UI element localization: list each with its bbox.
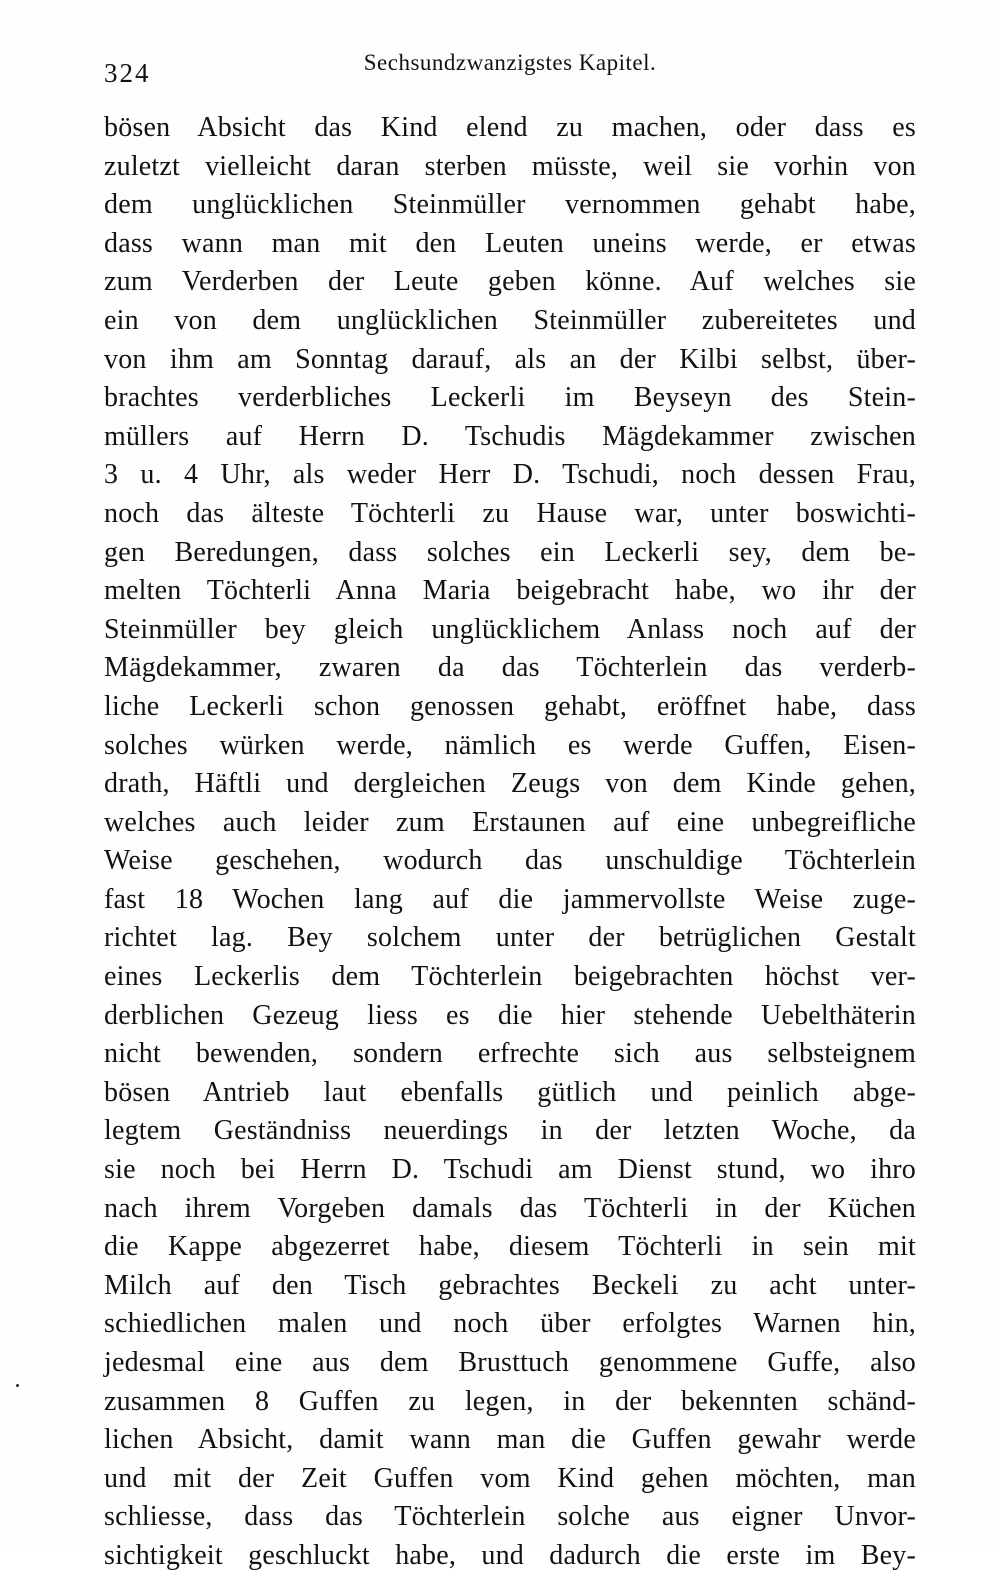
text-line: fast 18 Wochen lang auf die jammervollste Weise zuge- bbox=[104, 883, 916, 915]
text-line: bösen Antrieb laut ebenfalls gütlich und peinlich abge- bbox=[104, 1076, 916, 1108]
text-line: eines Leckerlis dem Töchterlein beigebrachten höchst ver- bbox=[104, 961, 916, 993]
text-line: richtet lag. Bey solchem unter der betrüglichen Gestalt bbox=[104, 922, 916, 954]
text-line: sie noch bei Herrn D. Tschudi am Dienst stund, wo ihro bbox=[104, 1154, 916, 1186]
text-line: dass wann man mit den Leuten uneins werde, er etwas bbox=[104, 227, 916, 259]
text-line: Mägdekammer, zwaren da das Töchterlein das verderb- bbox=[104, 652, 916, 684]
text-line: nach ihrem Vorgeben damals das Töchterli in der Küchen bbox=[104, 1192, 916, 1224]
text-line: gen Beredungen, dass solches ein Leckerli sey, dem be- bbox=[104, 536, 916, 568]
text-line: die Kappe abgezerret habe, diesem Töchterli in sein mit bbox=[104, 1231, 916, 1263]
text-line: melten Töchterli Anna Maria beigebracht habe, wo ihr der bbox=[104, 575, 916, 607]
text-line: Milch auf den Tisch gebrachtes Beckeli zu acht unter- bbox=[104, 1269, 916, 1301]
text-line: schiedlichen malen und noch über erfolgtes Warnen hin, bbox=[104, 1308, 916, 1340]
text-line: legtem Geständniss neuerdings in der letzten Woche, da bbox=[104, 1115, 916, 1147]
text-line: Weise geschehen, wodurch das unschuldige Töchterlein bbox=[104, 845, 916, 877]
text-line: dem unglücklichen Steinmüller vernommen gehabt habe, bbox=[104, 189, 916, 221]
text-line: schliesse, dass das Töchterlein solche aus eigner Unvor- bbox=[104, 1501, 916, 1533]
text-line: nicht bewenden, sondern erfrechte sich aus selbsteignem bbox=[104, 1038, 916, 1070]
text-line: noch das älteste Töchterli zu Hause war, unter boswichti- bbox=[104, 497, 916, 529]
text-line: Steinmüller bey gleich unglücklichem Anlass noch auf der bbox=[104, 613, 916, 645]
chapter-title: Sechsundzwanzigstes Kapitel. bbox=[363, 50, 657, 75]
body-text bbox=[104, 109, 916, 1576]
text-line: ein von dem unglücklichen Steinmüller zubereitetes und bbox=[104, 304, 916, 336]
text-line: derblichen Gezeug liess es die hier stehende Uebelthäterin bbox=[104, 999, 916, 1031]
text-line: von ihm am Sonntag darauf, als an der Kilbi selbst, über- bbox=[104, 343, 916, 375]
text-line: welches auch leider zum Erstaunen auf eine unbegreifliche bbox=[104, 806, 916, 838]
ink-speck bbox=[16, 1384, 19, 1387]
text-line: lichen Absicht, damit wann man die Guffen gewahr werde bbox=[104, 1424, 916, 1456]
text-line: solches würken werde, nämlich es werde Guffen, Eisen- bbox=[104, 729, 916, 761]
text-line: jedesmal eine aus dem Brusttuch genommene Guffe, also bbox=[104, 1347, 916, 1378]
text-line: drath, Häftli und dergleichen Zeugs von dem Kinde gehen, bbox=[104, 768, 916, 800]
page-number: 324 bbox=[104, 58, 151, 88]
text-line: bösen Absicht das Kind elend zu machen, oder dass es bbox=[104, 112, 916, 143]
text-line: liche Leckerli schon genossen gehabt, eröffnet habe, dass bbox=[104, 690, 916, 722]
text-line: zusammen 8 Guffen zu legen, in der bekennten schänd- bbox=[104, 1385, 916, 1417]
text-line: und mit der Zeit Guffen vom Kind gehen möchten, man bbox=[104, 1462, 916, 1494]
text-line: zuletzt vielleicht daran sterben müsste, weil sie vorhin von bbox=[104, 150, 916, 182]
text-line: 3 u. 4 Uhr, als weder Herr D. Tschudi, noch dessen Frau, bbox=[104, 459, 916, 491]
text-line: müllers auf Herrn D. Tschudis Mägdekammer zwischen bbox=[104, 420, 916, 452]
text-line: sichtigkeit geschluckt habe, und dadurch die erste im Bey- bbox=[104, 1539, 916, 1571]
text-line: brachtes verderbliches Leckerli im Beyseyn des Stein- bbox=[104, 382, 916, 414]
running-head bbox=[104, 48, 916, 90]
text-line: zum Verderben der Leute geben könne. Auf welches sie bbox=[104, 266, 916, 298]
